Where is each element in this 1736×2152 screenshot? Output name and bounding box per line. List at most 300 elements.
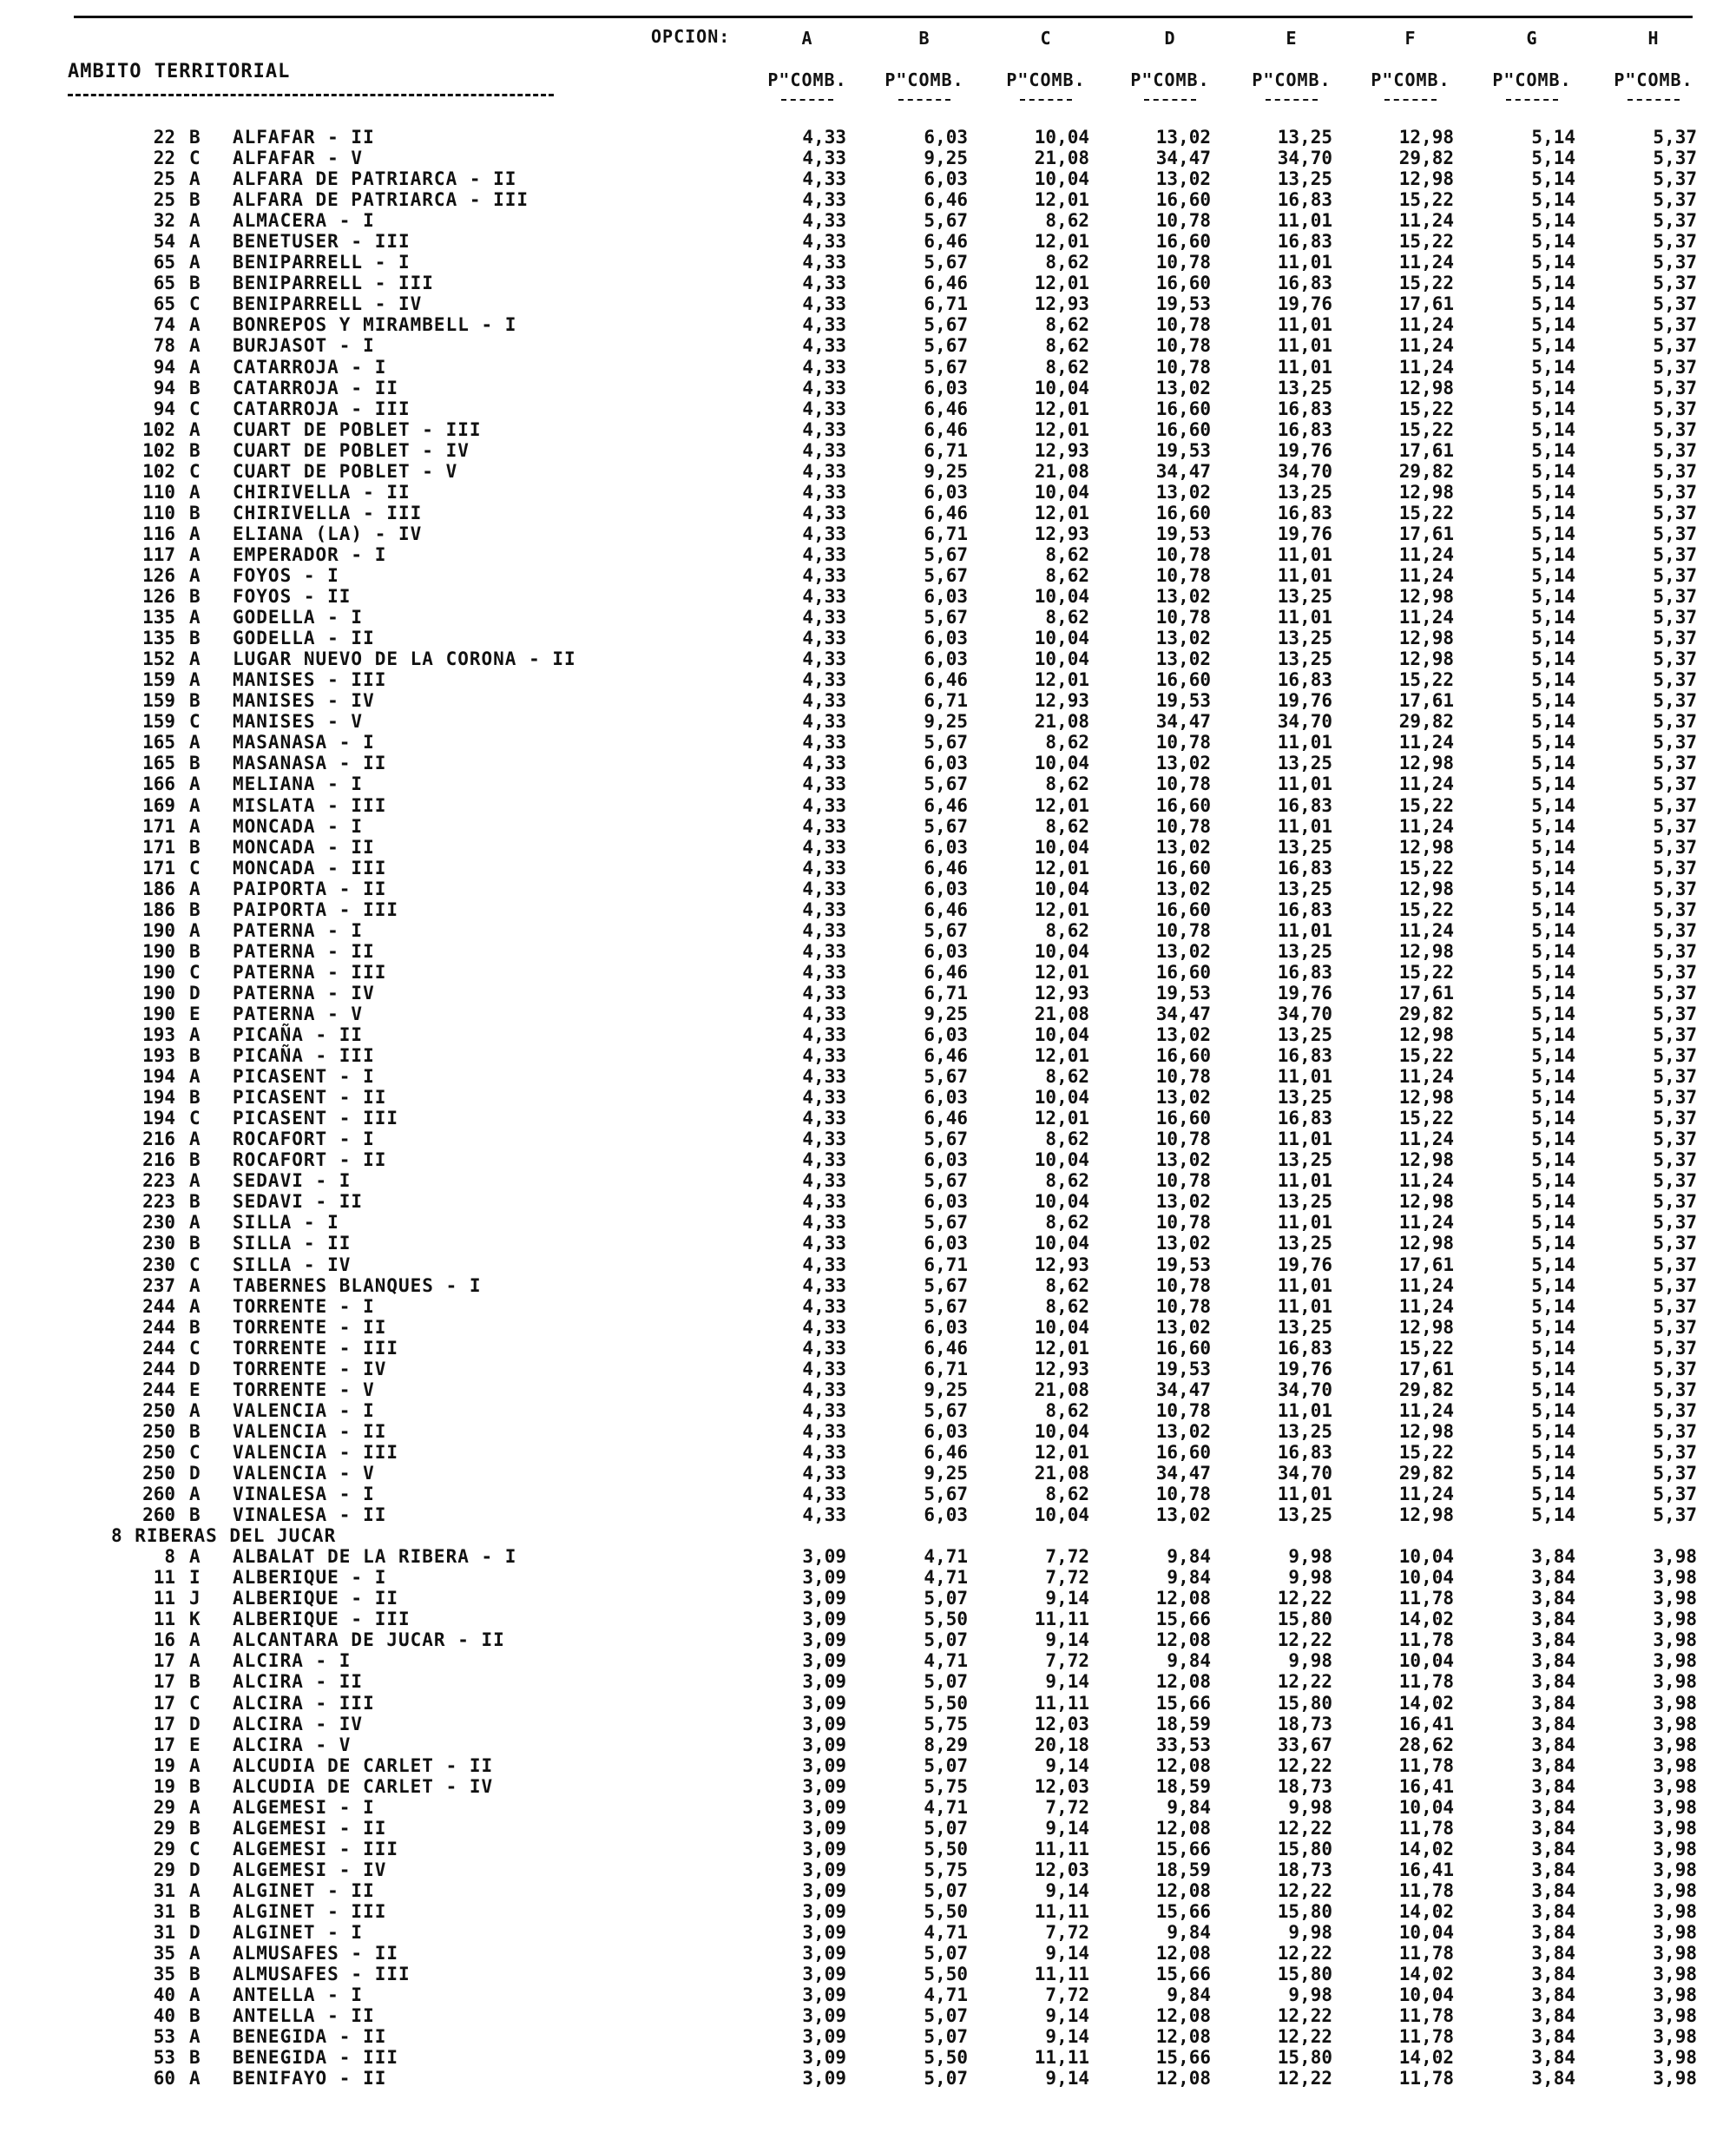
price-cell-a: 3,09 [802, 1692, 846, 1714]
municipality-number: 237 [142, 1274, 175, 1296]
municipality-number: 186 [142, 878, 175, 899]
price-cell-e: 16,83 [1277, 398, 1332, 419]
price-cell-f: 11,78 [1398, 1629, 1454, 1651]
price-cell-c: 8,62 [1045, 732, 1089, 754]
price-cell-b: 5,67 [924, 919, 968, 941]
price-cell-d: 13,02 [1155, 836, 1211, 858]
price-cell-h: 3,98 [1653, 2005, 1697, 2027]
territory-name: ROCAFORT - II [233, 1149, 387, 1171]
price-cell-e: 11,01 [1277, 314, 1332, 336]
price-cell-h: 3,98 [1653, 1546, 1697, 1568]
price-cell-h: 3,98 [1653, 1567, 1697, 1589]
price-cell-f: 10,04 [1398, 1922, 1454, 1944]
zone-code: C [189, 1254, 201, 1275]
zone-code: A [189, 210, 201, 232]
price-cell-d: 12,08 [1155, 2026, 1211, 2048]
price-cell-a: 4,33 [802, 773, 846, 795]
price-cell-f: 15,22 [1398, 1045, 1454, 1067]
price-cell-h: 5,37 [1653, 1233, 1697, 1254]
zone-code: C [189, 293, 201, 315]
price-cell-f: 12,98 [1398, 168, 1454, 190]
price-cell-b: 5,75 [924, 1713, 968, 1734]
zone-code: B [189, 1900, 201, 1922]
price-cell-d: 15,66 [1155, 1900, 1211, 1922]
price-cell-f: 11,78 [1398, 1671, 1454, 1693]
territory-name: ALFAFAR - V [233, 148, 364, 169]
price-cell-e: 9,98 [1288, 1796, 1332, 1818]
zone-code: B [189, 1191, 201, 1213]
zone-code: A [189, 523, 201, 544]
price-cell-c: 7,72 [1045, 1567, 1089, 1589]
price-cell-a: 4,33 [802, 523, 846, 544]
municipality-number: 171 [142, 815, 175, 837]
table-row [0, 1149, 1736, 1170]
price-cell-c: 8,62 [1045, 1129, 1089, 1150]
price-cell-d: 13,02 [1155, 648, 1211, 670]
price-cell-e: 15,80 [1277, 1838, 1332, 1859]
price-cell-g: 5,14 [1531, 481, 1575, 503]
zone-code: A [189, 1399, 201, 1421]
price-cell-a: 3,09 [802, 1859, 846, 1880]
price-cell-b: 5,50 [924, 1692, 968, 1714]
price-cell-a: 4,33 [802, 836, 846, 858]
zone-code: B [189, 690, 201, 712]
column-subheader: P"COMB. [1371, 69, 1450, 90]
price-cell-d: 34,47 [1155, 460, 1211, 482]
price-cell-c: 9,14 [1045, 1629, 1089, 1651]
price-cell-g: 3,84 [1531, 1588, 1575, 1609]
municipality-number: 117 [142, 543, 175, 565]
price-cell-b: 6,46 [924, 273, 968, 294]
price-cell-c: 8,62 [1045, 543, 1089, 565]
table-row [0, 1045, 1736, 1066]
price-cell-b: 6,03 [924, 1316, 968, 1338]
price-cell-c: 12,01 [1034, 1441, 1089, 1463]
price-cell-a: 3,09 [802, 1629, 846, 1651]
price-cell-a: 3,09 [802, 2026, 846, 2048]
price-cell-b: 9,25 [924, 148, 968, 169]
price-cell-b: 6,03 [924, 127, 968, 148]
price-cell-f: 12,98 [1398, 1024, 1454, 1046]
price-cell-e: 13,25 [1277, 1024, 1332, 1046]
price-cell-b: 6,03 [924, 648, 968, 670]
price-cell-c: 12,01 [1034, 961, 1089, 983]
price-cell-a: 4,33 [802, 127, 846, 148]
price-cell-d: 10,78 [1155, 1066, 1211, 1088]
price-cell-a: 3,09 [802, 1775, 846, 1797]
price-cell-a: 4,33 [802, 648, 846, 670]
table-row [0, 1317, 1736, 1338]
price-cell-c: 10,04 [1034, 586, 1089, 608]
price-cell-a: 4,33 [802, 753, 846, 774]
zone-code: C [189, 1337, 201, 1359]
price-cell-h: 3,98 [1653, 1879, 1697, 1901]
price-cell-e: 9,98 [1288, 1546, 1332, 1568]
table-row [0, 1776, 1736, 1797]
table-row [0, 586, 1736, 607]
table-row [0, 795, 1736, 816]
price-cell-d: 16,60 [1155, 794, 1211, 816]
price-cell-e: 16,83 [1277, 794, 1332, 816]
price-cell-c: 10,04 [1034, 628, 1089, 649]
price-cell-e: 12,22 [1277, 1817, 1332, 1839]
price-cell-g: 3,84 [1531, 1922, 1575, 1944]
territory-name: CATARROJA - I [233, 356, 387, 378]
price-cell-e: 16,83 [1277, 189, 1332, 211]
price-cell-e: 12,22 [1277, 1943, 1332, 1964]
price-cell-f: 29,82 [1398, 460, 1454, 482]
price-cell-h: 5,37 [1653, 1295, 1697, 1317]
table-row [0, 1943, 1736, 1964]
territory-name: PATERNA - III [233, 961, 387, 983]
price-cell-f: 11,24 [1398, 252, 1454, 273]
price-cell-h: 3,98 [1653, 1650, 1697, 1672]
zone-code: C [189, 398, 201, 419]
zone-code: A [189, 564, 201, 586]
price-cell-d: 9,84 [1167, 1796, 1211, 1818]
municipality-number: 194 [142, 1066, 175, 1088]
price-cell-a: 4,33 [802, 1316, 846, 1338]
territory-name: PICASENT - II [233, 1087, 387, 1109]
price-cell-a: 4,33 [802, 669, 846, 691]
price-cell-h: 3,98 [1653, 1859, 1697, 1880]
territory-name: CHIRIVELLA - II [233, 481, 411, 503]
price-cell-a: 4,33 [802, 1212, 846, 1234]
price-cell-f: 14,02 [1398, 1838, 1454, 1859]
table-row [0, 879, 1736, 899]
price-cell-b: 4,71 [924, 1650, 968, 1672]
price-cell-f: 28,62 [1398, 1734, 1454, 1755]
price-cell-f: 17,61 [1398, 523, 1454, 544]
price-cell-f: 17,61 [1398, 1254, 1454, 1275]
price-cell-b: 5,67 [924, 314, 968, 336]
price-cell-h: 3,98 [1653, 1734, 1697, 1755]
price-cell-g: 3,84 [1531, 1817, 1575, 1839]
price-cell-g: 3,84 [1531, 2068, 1575, 2089]
price-cell-h: 5,37 [1653, 523, 1697, 544]
price-cell-g: 5,14 [1531, 1358, 1575, 1379]
price-cell-a: 3,09 [802, 2047, 846, 2069]
table-row [0, 1004, 1736, 1024]
table-row [0, 1421, 1736, 1442]
municipality-number: 94 [153, 398, 175, 419]
zone-code: B [189, 2047, 201, 2069]
price-cell-e: 19,76 [1277, 1254, 1332, 1275]
price-cell-c: 12,01 [1034, 1337, 1089, 1359]
zone-code: B [189, 1964, 201, 1985]
municipality-number: 11 [153, 1609, 175, 1630]
municipality-number: 169 [142, 794, 175, 816]
municipality-number: 40 [153, 1984, 175, 2006]
price-cell-h: 5,37 [1653, 878, 1697, 899]
price-cell-d: 13,02 [1155, 1087, 1211, 1109]
price-cell-f: 15,22 [1398, 502, 1454, 523]
price-cell-b: 6,71 [924, 523, 968, 544]
municipality-number: 11 [153, 1588, 175, 1609]
price-cell-h: 5,37 [1653, 648, 1697, 670]
price-cell-c: 10,04 [1034, 940, 1089, 962]
price-cell-f: 15,22 [1398, 669, 1454, 691]
price-cell-e: 13,25 [1277, 1420, 1332, 1442]
municipality-number: 171 [142, 857, 175, 879]
municipality-number: 53 [153, 2026, 175, 2048]
price-cell-a: 4,33 [802, 189, 846, 211]
zone-code: A [189, 335, 201, 357]
price-cell-f: 16,41 [1398, 1775, 1454, 1797]
table-row [0, 252, 1736, 273]
price-cell-e: 13,25 [1277, 836, 1332, 858]
territory-name: PATERNA - I [233, 919, 364, 941]
price-cell-a: 4,33 [802, 1358, 846, 1379]
price-cell-f: 15,22 [1398, 418, 1454, 440]
price-cell-h: 3,98 [1653, 1754, 1697, 1776]
zone-code: A [189, 878, 201, 899]
municipality-number: 126 [142, 586, 175, 608]
table-row [0, 1546, 1736, 1567]
price-cell-f: 12,98 [1398, 878, 1454, 899]
price-cell-a: 3,09 [802, 1900, 846, 1922]
price-cell-e: 13,25 [1277, 481, 1332, 503]
zone-code: B [189, 1045, 201, 1067]
territory-name: ALFARA DE PATRIARCA - II [233, 168, 517, 190]
territory-name: ALGINET - III [233, 1900, 387, 1922]
price-cell-c: 12,93 [1034, 293, 1089, 315]
price-cell-d: 16,60 [1155, 1441, 1211, 1463]
price-cell-f: 11,24 [1398, 607, 1454, 628]
price-cell-f: 12,98 [1398, 1504, 1454, 1526]
zone-code: C [189, 148, 201, 169]
price-cell-h: 3,98 [1653, 1609, 1697, 1630]
price-cell-h: 3,98 [1653, 1713, 1697, 1734]
territory-name: ALGEMESI - II [233, 1817, 387, 1839]
price-cell-f: 15,22 [1398, 1108, 1454, 1129]
price-cell-a: 4,33 [802, 210, 846, 232]
territory-name: PATERNA - IV [233, 982, 375, 1004]
price-cell-a: 4,33 [802, 1108, 846, 1129]
price-cell-b: 5,67 [924, 1212, 968, 1234]
price-cell-f: 12,98 [1398, 1233, 1454, 1254]
price-cell-d: 34,47 [1155, 711, 1211, 733]
municipality-number: 244 [142, 1295, 175, 1317]
price-cell-e: 13,25 [1277, 1149, 1332, 1171]
price-cell-a: 4,33 [802, 919, 846, 941]
territory-name: BENETUSER - III [233, 231, 411, 253]
price-cell-e: 11,01 [1277, 732, 1332, 754]
price-cell-g: 5,14 [1531, 356, 1575, 378]
price-cell-d: 12,08 [1155, 2068, 1211, 2089]
territory-name: GODELLA - II [233, 628, 375, 649]
price-cell-h: 5,37 [1653, 773, 1697, 795]
price-cell-d: 16,60 [1155, 857, 1211, 879]
price-cell-g: 5,14 [1531, 543, 1575, 565]
table-row [0, 941, 1736, 962]
price-cell-h: 5,37 [1653, 1066, 1697, 1088]
price-cell-c: 21,08 [1034, 1379, 1089, 1400]
price-cell-d: 16,60 [1155, 231, 1211, 253]
table-row [0, 1296, 1736, 1317]
price-cell-g: 5,14 [1531, 1233, 1575, 1254]
price-cell-a: 4,33 [802, 314, 846, 336]
price-cell-f: 11,24 [1398, 314, 1454, 336]
table-row [0, 1338, 1736, 1359]
price-cell-f: 11,78 [1398, 2005, 1454, 2027]
price-cell-h: 5,37 [1653, 1045, 1697, 1067]
price-cell-d: 10,78 [1155, 564, 1211, 586]
territory-name: TORRENTE - III [233, 1337, 399, 1359]
price-cell-f: 14,02 [1398, 1609, 1454, 1630]
table-row [0, 1087, 1736, 1108]
price-cell-h: 5,37 [1653, 690, 1697, 712]
price-cell-d: 13,02 [1155, 127, 1211, 148]
price-cell-c: 8,62 [1045, 815, 1089, 837]
price-cell-f: 10,04 [1398, 1796, 1454, 1818]
zone-code: B [189, 502, 201, 523]
municipality-number: 8 [164, 1546, 175, 1568]
price-cell-c: 7,72 [1045, 1650, 1089, 1672]
municipality-number: 126 [142, 564, 175, 586]
price-cell-f: 11,24 [1398, 1066, 1454, 1088]
territory-name: ALGEMESI - III [233, 1838, 399, 1859]
territory-name: ALBERIQUE - I [233, 1567, 387, 1589]
price-cell-g: 5,14 [1531, 586, 1575, 608]
municipality-number: 171 [142, 836, 175, 858]
price-cell-g: 5,14 [1531, 335, 1575, 357]
price-cell-g: 5,14 [1531, 1379, 1575, 1400]
price-cell-h: 5,37 [1653, 377, 1697, 398]
price-cell-g: 5,14 [1531, 753, 1575, 774]
zone-code: A [189, 231, 201, 253]
zone-code: B [189, 1233, 201, 1254]
price-cell-c: 8,62 [1045, 1484, 1089, 1505]
price-cell-d: 10,78 [1155, 1484, 1211, 1505]
price-cell-c: 8,62 [1045, 210, 1089, 232]
price-cell-c: 10,04 [1034, 1316, 1089, 1338]
price-cell-f: 15,22 [1398, 1337, 1454, 1359]
price-cell-b: 9,25 [924, 711, 968, 733]
municipality-number: 65 [153, 273, 175, 294]
price-cell-h: 3,98 [1653, 2068, 1697, 2089]
price-cell-g: 3,84 [1531, 1796, 1575, 1818]
price-cell-a: 4,33 [802, 1484, 846, 1505]
price-cell-b: 5,67 [924, 252, 968, 273]
price-cell-b: 5,67 [924, 1274, 968, 1296]
price-cell-f: 17,61 [1398, 690, 1454, 712]
price-cell-a: 4,33 [802, 711, 846, 733]
table-row [0, 648, 1736, 669]
ambito-territorial-heading: AMBITO TERRITORIAL [68, 61, 291, 82]
price-cell-f: 12,98 [1398, 377, 1454, 398]
price-cell-c: 20,18 [1034, 1734, 1089, 1755]
price-cell-h: 3,98 [1653, 1838, 1697, 1859]
price-cell-g: 5,14 [1531, 273, 1575, 294]
price-cell-f: 11,24 [1398, 815, 1454, 837]
municipality-number: 159 [142, 669, 175, 691]
price-cell-c: 8,62 [1045, 1399, 1089, 1421]
territory-name: ALBERIQUE - II [233, 1588, 399, 1609]
price-cell-d: 10,78 [1155, 1399, 1211, 1421]
price-cell-c: 8,62 [1045, 1212, 1089, 1234]
price-cell-e: 11,01 [1277, 356, 1332, 378]
price-cell-h: 5,37 [1653, 857, 1697, 879]
municipality-number: 110 [142, 502, 175, 523]
price-cell-c: 8,62 [1045, 1066, 1089, 1088]
price-cell-d: 18,59 [1155, 1775, 1211, 1797]
table-row [0, 1880, 1736, 1901]
price-cell-b: 5,07 [924, 2005, 968, 2027]
municipality-number: 244 [142, 1316, 175, 1338]
municipality-number: 54 [153, 231, 175, 253]
municipality-number: 102 [142, 460, 175, 482]
price-cell-b: 5,07 [924, 1629, 968, 1651]
territory-name: ALFARA DE PATRIARCA - III [233, 189, 529, 211]
column-subheader: P"COMB. [1492, 69, 1572, 90]
price-cell-e: 12,22 [1277, 2068, 1332, 2089]
price-cell-g: 5,14 [1531, 878, 1575, 899]
table-row [0, 189, 1736, 210]
price-cell-e: 18,73 [1277, 1775, 1332, 1797]
price-cell-g: 3,84 [1531, 1838, 1575, 1859]
zone-code: A [189, 1879, 201, 1901]
territory-name: CATARROJA - II [233, 377, 399, 398]
price-cell-f: 12,98 [1398, 127, 1454, 148]
price-cell-d: 19,53 [1155, 1254, 1211, 1275]
price-cell-b: 5,67 [924, 773, 968, 795]
price-cell-f: 11,24 [1398, 543, 1454, 565]
territory-name: PAIPORTA - II [233, 878, 387, 899]
zone-code: B [189, 1087, 201, 1109]
price-cell-e: 15,80 [1277, 1900, 1332, 1922]
price-cell-h: 5,37 [1653, 753, 1697, 774]
price-cell-a: 4,33 [802, 961, 846, 983]
price-cell-g: 3,84 [1531, 1859, 1575, 1880]
territory-name: ALMACERA - I [233, 210, 375, 232]
territory-name: CUART DE POBLET - III [233, 418, 482, 440]
price-cell-f: 12,98 [1398, 1420, 1454, 1442]
price-cell-a: 3,09 [802, 1671, 846, 1693]
zone-code: C [189, 857, 201, 879]
price-cell-e: 11,01 [1277, 1295, 1332, 1317]
column-subheader: P"COMB. [884, 69, 964, 90]
territory-name: MASANASA - II [233, 753, 387, 774]
zone-code: C [189, 1108, 201, 1129]
price-cell-g: 5,14 [1531, 1337, 1575, 1359]
price-cell-f: 17,61 [1398, 439, 1454, 461]
price-cell-g: 3,84 [1531, 1984, 1575, 2006]
price-cell-a: 3,09 [802, 2068, 846, 2089]
territory-name: VINALESA - II [233, 1504, 387, 1526]
price-cell-d: 10,78 [1155, 732, 1211, 754]
price-cell-b: 6,03 [924, 878, 968, 899]
municipality-number: 94 [153, 377, 175, 398]
price-cell-e: 13,25 [1277, 377, 1332, 398]
price-cell-f: 10,04 [1398, 1984, 1454, 2006]
price-cell-d: 10,78 [1155, 210, 1211, 232]
price-cell-a: 4,33 [802, 1233, 846, 1254]
price-cell-b: 6,71 [924, 1254, 968, 1275]
price-cell-b: 4,71 [924, 1546, 968, 1568]
price-cell-c: 10,04 [1034, 878, 1089, 899]
price-cell-a: 3,09 [802, 1817, 846, 1839]
price-cell-b: 5,67 [924, 1484, 968, 1505]
price-cell-h: 5,37 [1653, 1484, 1697, 1505]
price-cell-h: 5,37 [1653, 1191, 1697, 1213]
price-cell-b: 6,03 [924, 1233, 968, 1254]
price-cell-g: 5,14 [1531, 252, 1575, 273]
zone-code: A [189, 648, 201, 670]
municipality-number: 135 [142, 628, 175, 649]
price-cell-e: 16,83 [1277, 1108, 1332, 1129]
column-letter-e: E [1286, 28, 1298, 49]
